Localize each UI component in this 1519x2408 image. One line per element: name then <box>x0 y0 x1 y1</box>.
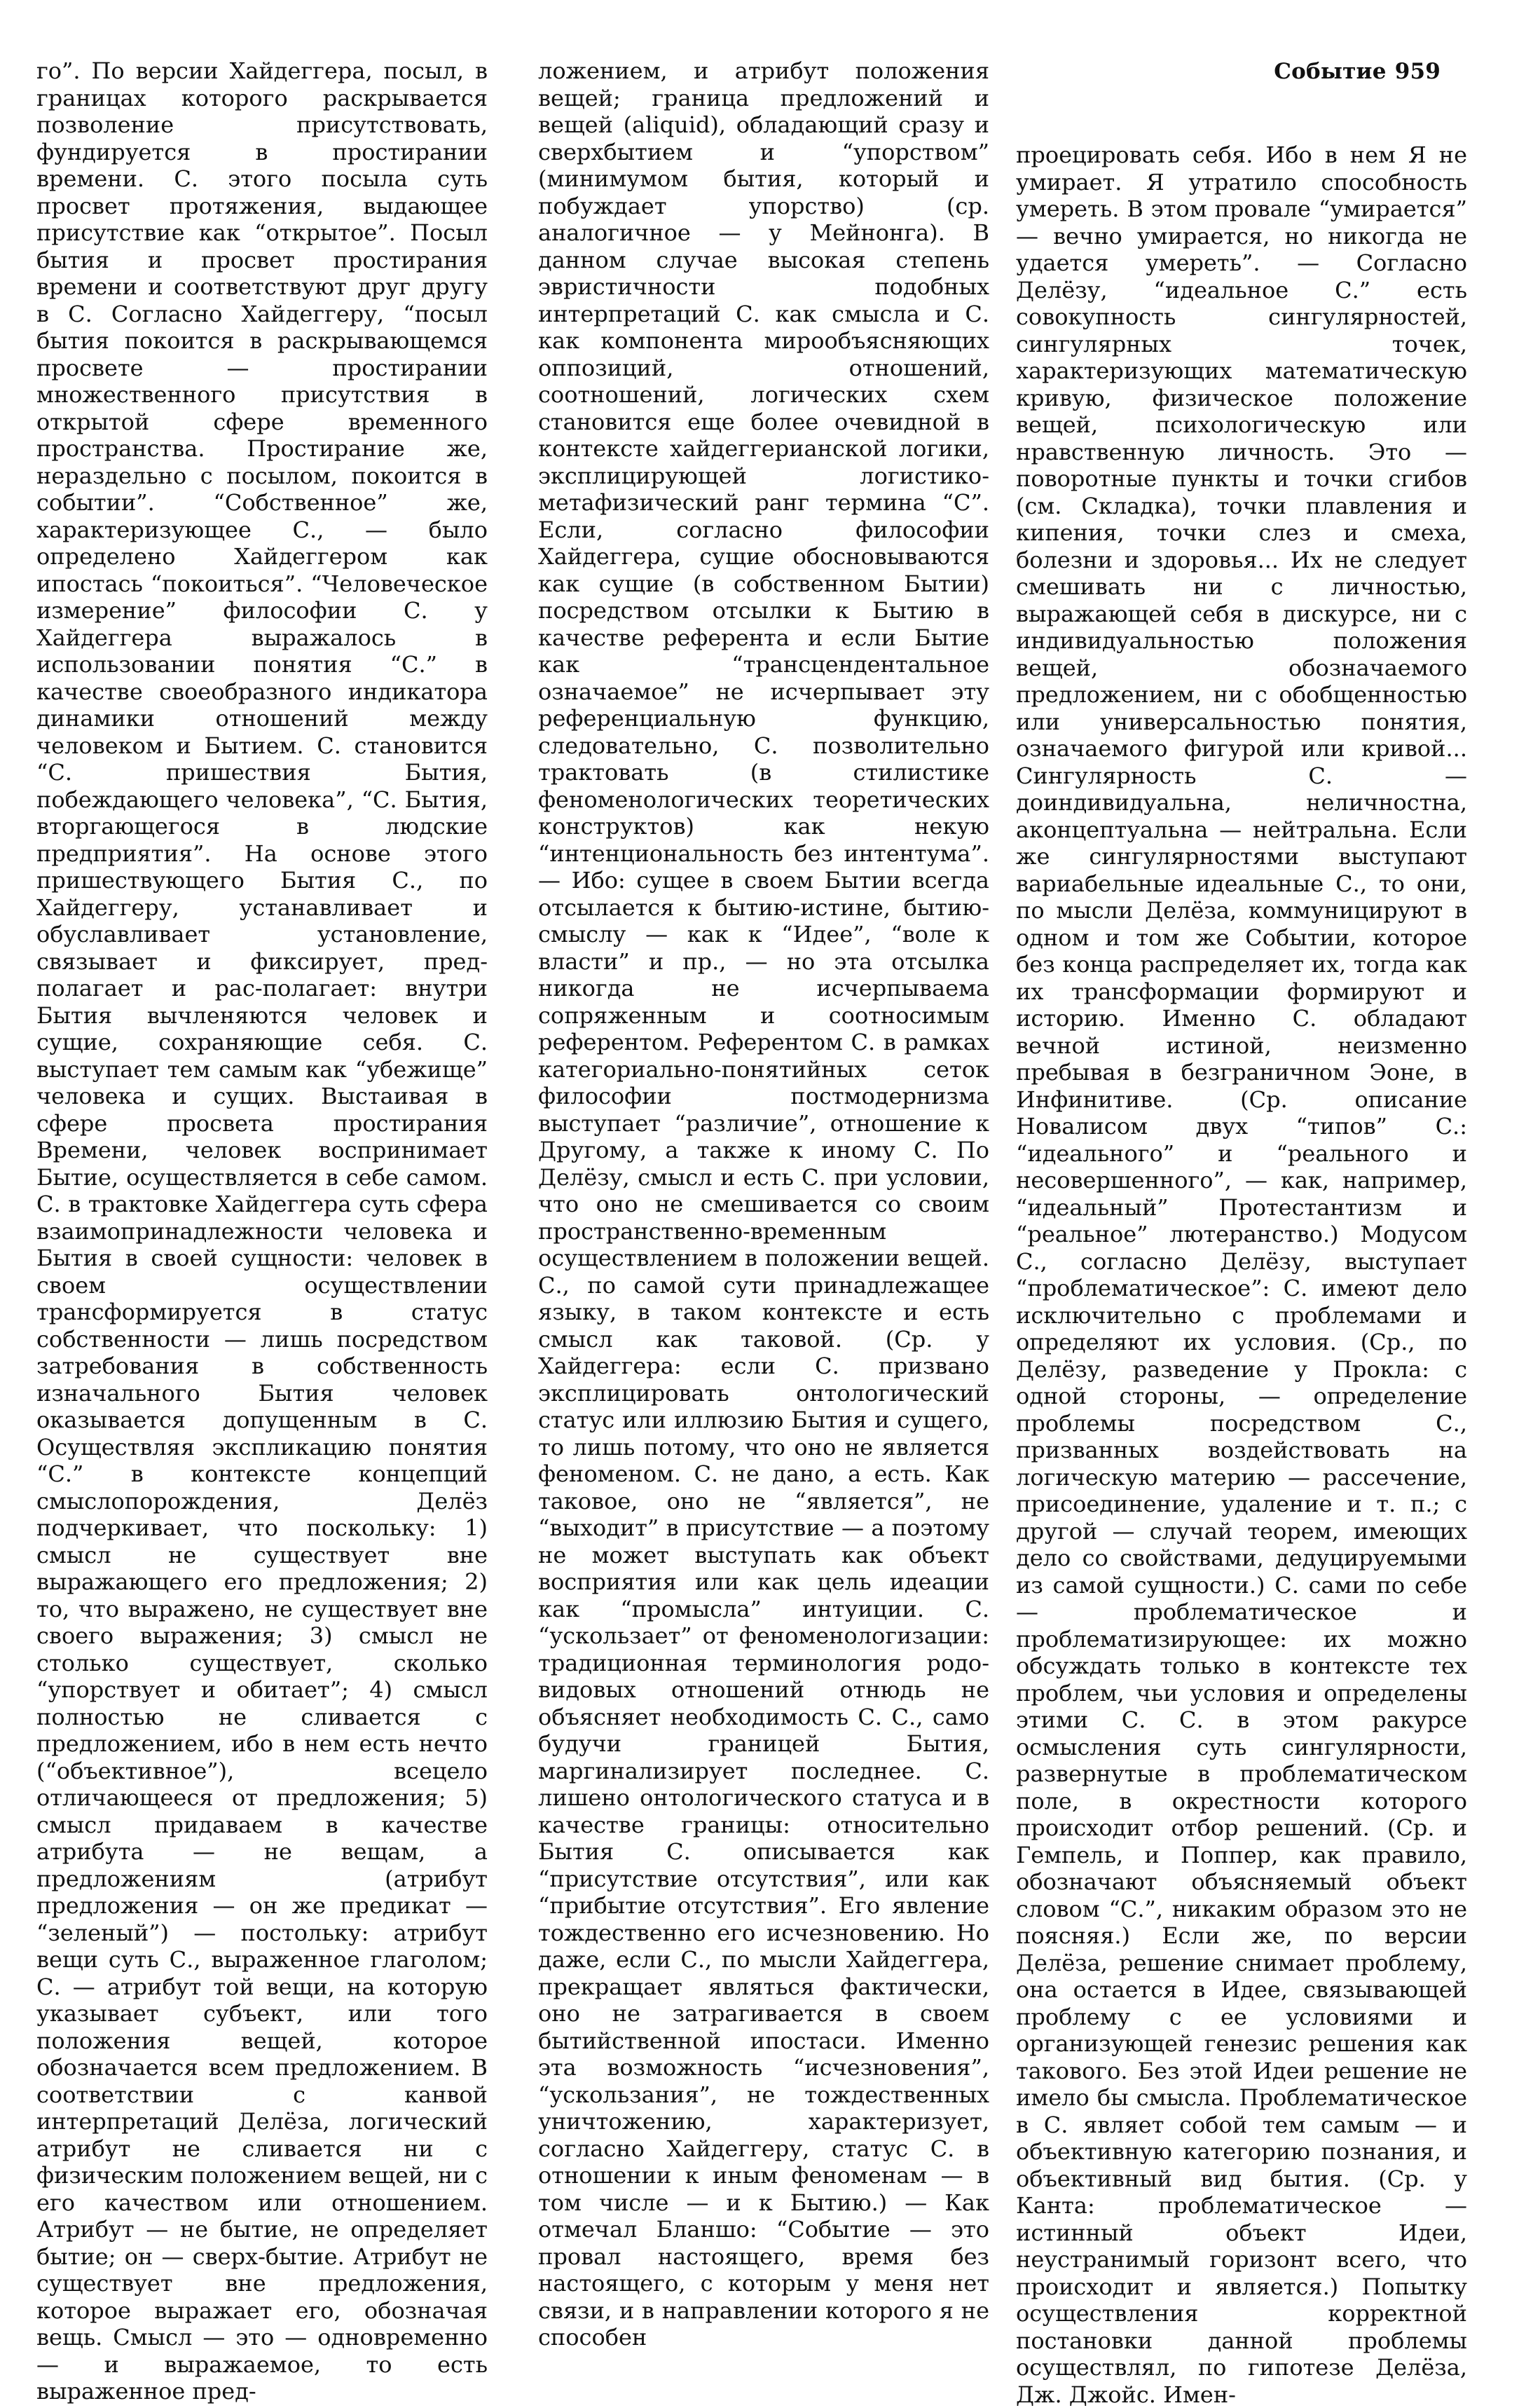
column-text: ложением, и атрибут положения вещей; граница предложений и вещей (aliquid), обладающий сразу и сверхбытием и “упорством” (минимумом бытия, который и побуждает упорство) (ср. аналогичное — у Мейнонга). В данном случае высокая степень эвристичности подобных интерпретаций С. как смысла и С. как компонента мирообъясняющих оппозиций, отношений, соотношений, логических схем становится еще более очевидной в контексте хайдеггерианской логики, эксплицирующей логистико-метафизический ранг термина “С”. Если, согласно философии Хайдеггера, сущие обосновываются как сущие (в собственном Бытии) посредством отсылки к Бытию в качестве референта и если Бытие как “трансцендентальное означаемое” не исчерпывает эту референциальную функцию, следовательно, С. позволительно трактовать (в стилистике феноменологических теоретических конструктов) как некую “интенциональность без интентума”. — Ибо: сущее в своем Бытии всегда отсылается к бытию-истине, бытию-смыслу — как к “Идее”, “воле к власти” и пр., — но эта отсылка никогда не исчерпываема сопряженным и соотносимым референтом. Референтом С. в рамках категориально-понятийных сеток философии постмодернизма выступает “различие”, отношение к Другому, а также к иному С. По Делёзу, смысл и есть С. при условии, что оно не смешивается со своим пространственно-временным осуществлением в положении вещей. С., по самой сути принадлежащее языку, в таком контексте и есть смысл как таковой. (Ср. у Хайдеггера: если С. призвано эксплицировать онтологический статус или иллюзию Бытия и сущего, то лишь потому, что оно не является феноменом. С. не дано, а есть. Как таковое, оно не “является”, не “выходит” в присутствие — а поэтому не может выступать как объект восприятия или как цель идеации как “промысла” интуиции. С. “ускользает” от феноменологизации: традиционная терминология родо-видовых отношений отнюдь не объясняет необходимость С. С., само будучи границей Бытия, маргинализирует последнее. С. лишено онтологического статуса и в качестве границы: относительно Бытия С. описывается как “присутствие отсутствия”, или как “прибытие отсутствия”. Его явление тождественно его исчезновению. Но даже, если С., по мысли Хайдеггера, прекращает являться фактически, оно не затрагивается в своем бытийственной ипостаси. Именно эта возможность “исчезновения”, “ускользания”, не тождественных уничтожению, характеризует, согласно Хайдеггеру, статус С. в отношении к иным феноменам — в том числе — и к Бытию.) — Как отмечал Бланшо: “Событие — это провал настоящего, время без настоящего, с которым у меня нет связи, и в направлении которого я не способен <box>538 57 989 2351</box>
header-title: Событие <box>1274 59 1387 84</box>
text-column-middle <box>538 57 989 2351</box>
running-header <box>1274 59 1441 84</box>
column-text: го”. По версии Хайдеггера, посыл, в границах которого раскрывается позволение присутствовать, фундируется в простирании времени. С. этого посыла суть просвет протяжения, выдающее присутствие как “открытое”. Посыл бытия и просвет простирания времени и соответствуют друг другу в С. Согласно Хайдеггеру, “посыл бытия покоится в раскрывающемся просвете — простирании множественного присутствия в открытой сфере временного пространства. Простирание же, нераздельно с посылом, покоится в событии”. “Собственное” же, характеризующее С., — было определено Хайдеггером как ипостась “покоиться”. “Человеческое измерение” философии С. у Хайдеггера выражалось в использовании понятия “С.” в качестве своеобразного индикатора динамики отношений между человеком и Бытием. С. становится “С. пришествия Бытия, побеждающего человека”, “С. Бытия, вторгающегося в людские предприятия”. На основе этого пришествующего Бытия С., по Хайдеггеру, устанавливает и обуславливает установление, связывает и фиксирует, пред-полагает и рас-полагает: внутри Бытия вычленяются человек и сущие, сохраняющие себя. С. выступает тем самым как “убежище” человека и сущих. Выстаивая в сфере просвета простирания Времени, человек воспринимает Бытие, осуществляется в себе самом. С. в трактовке Хайдеггера суть сфера взаимопринадлежности человека и Бытия в своей сущности: человек в своем осуществлении трансформируется в статус собственности — лишь посредством затребования в собственность изначального Бытия человек оказывается допущенным в С. Осуществляя экспликацию понятия “С.” в контексте концепций смыслопорождения, Делёз подчеркивает, что поскольку: 1) смысл не существует вне выражающего его предложения; 2) то, что выражено, не существует вне своего выражения; 3) смысл не столько существует, сколько “упорствует и обитает”; 4) смысл полностью не сливается с предложением, ибо в нем есть нечто (“объективное”), всецело отличающееся от предложения; 5) смысл придаваем в качестве атрибута — не вещам, а предложениям (атрибут предложения — он же предикат — “зеленый”) — постольку: атрибут вещи суть С., выраженное глаголом; С. — атрибут той вещи, на которую указывает субъект, или того положения вещей, которое обозначается всем предложением. В соответствии с канвой интерпретаций Делёза, логический атрибут не сливается ни с физическим положением вещей, ни с его качеством или отношением. Атрибут — не бытие, не определяет бытие; он — сверх-бытие. Атрибут не существует вне предложения, которое выражает его, обозначая вещь. Смысл — это — одновременно — и выражаемое, то есть выраженное пред- <box>36 57 488 2404</box>
text-column-right <box>1016 142 1467 2408</box>
text-column-left <box>36 57 488 2405</box>
page-number: 959 <box>1394 59 1441 84</box>
column-text: проецировать себя. Ибо в нем Я не умирает. Я утратило способность умереть. В этом провале “умирается” — вечно умирается, но никогда не удается умереть”. — Согласно Делёзу, “идеальное С.” есть совокупность сингулярностей, сингулярных точек, характеризующих математическую кривую, физическое положение вещей, психологическую или нравственную личность. Это — поворотные пункты и точки сгибов (см. Складка), точки плавления и кипения, точки слез и смеха, болезни и здоровья... Их не следует смешивать ни с личностью, выражающей себя в дискурсе, ни с индивидуальностью положения вещей, обозначаемого предложением, ни с обобщенностью или универсальностью понятия, означаемого фигурой или кривой... Сингулярность С. — доиндивидуальна, неличностна, аконцептуальна — нейтральна. Если же сингулярностями выступают вариабельные идеальные С., то они, по мысли Делёза, коммуницируют в одном и том же Событии, которое без конца распределяет их, тогда как их трансформации формируют и историю. Именно С. обладают вечной истиной, неизменно пребывая в безграничном Эоне, в Инфинитиве. (Ср. описание Новалисом двух “типов” С.: “идеального” и “реального и несовершенного”, — как, например, “идеальный” Протестантизм и “реальное” лютеранство.) Модусом С., согласно Делёзу, выступает “проблематическое”: С. имеют дело исключительно с проблемами и определяют их условия. (Ср., по Делёзу, разведение у Прокла: с одной стороны, — определение проблемы посредством С., призванных воздействовать на логическую материю — рассечение, присоединение, удаление и т. п.; с другой — случай теорем, имеющих дело со свойствами, дедуцируемыми из самой сущности.) С. сами по себе — проблематическое и проблематизирующее: их можно обсуждать только в контексте тех проблем, чьи условия и определены этими С. С. в этом ракурсе осмысления суть сингулярности, развернутые в проблематическом поле, в окрестности которого происходит отбор решений. (Ср. и Гемпель, и Поппер, как правило, обозначают объясняемый объект словом “С.”, никаким образом это не поясняя.) Если же, по версии Делёза, решение снимает проблему, она остается в Идее, связывающей проблему с ее условиями и организующей генезис решения как такового. Без этой Идеи решение не имело бы смысла. Проблематическое в С. являет собой тем самым — и объективную категорию познания, и объективный вид бытия. (Ср. у Канта: проблематическое — истинный объект Идеи, неустранимый горизонт всего, что происходит и является.) Попытку осуществления корректной постановки данной проблемы осуществлял, по гипотезе Делёза, Дж. Джойс. Имен- <box>1016 142 1467 2408</box>
